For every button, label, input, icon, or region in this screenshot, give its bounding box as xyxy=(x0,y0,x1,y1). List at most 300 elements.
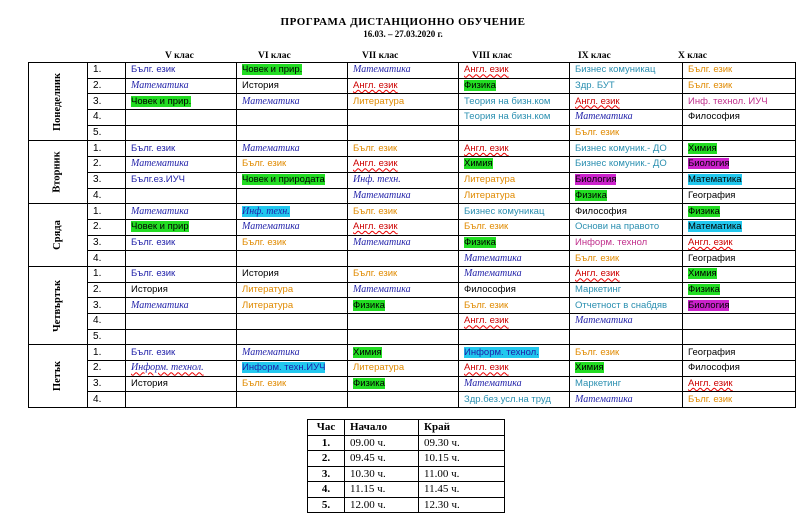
subject-label: Информ. технол. xyxy=(464,346,539,358)
subject-label: Маркетинг xyxy=(575,378,622,390)
subject-cell xyxy=(570,376,683,392)
subject-label: Биология xyxy=(688,299,730,311)
subject-cell xyxy=(570,266,683,282)
subject-label: История xyxy=(131,283,168,295)
subject-cell xyxy=(348,298,459,314)
subject-cell xyxy=(570,282,683,298)
subject-label: Математика xyxy=(464,252,522,264)
period-number: 4. xyxy=(88,392,126,408)
schedule-row xyxy=(29,94,796,110)
subject-cell xyxy=(126,376,237,392)
subject-cell xyxy=(683,235,796,251)
period-number: 2. xyxy=(88,282,126,298)
subject-cell xyxy=(348,235,459,251)
subject-cell xyxy=(570,298,683,314)
day-cell xyxy=(29,204,88,267)
subject-cell xyxy=(126,392,237,408)
subject-cell xyxy=(683,219,796,235)
column-header: IX клас xyxy=(578,51,611,61)
period-number: 3. xyxy=(88,235,126,251)
subject-cell xyxy=(683,172,796,188)
schedule-row xyxy=(29,157,796,173)
period-number: 1. xyxy=(88,345,126,361)
column-header: V клас xyxy=(165,51,194,61)
subject-label: Маркетинг xyxy=(575,283,622,295)
subject-label: Физика xyxy=(353,299,385,311)
subject-label: Биология xyxy=(575,174,617,186)
subject-label: Химия xyxy=(464,158,493,170)
subject-cell xyxy=(348,345,459,361)
subject-cell xyxy=(683,141,796,157)
subject-label: Литература xyxy=(353,362,405,374)
times-header-row xyxy=(308,420,505,436)
subject-label: Англ. език xyxy=(464,362,509,374)
subject-cell xyxy=(459,376,570,392)
subject-label: Англ. език xyxy=(353,80,398,92)
times-header: Край xyxy=(419,420,505,436)
period-number: 3. xyxy=(88,376,126,392)
subject-cell xyxy=(348,188,459,204)
subject-label: Физика xyxy=(353,378,385,390)
subject-cell xyxy=(237,78,348,94)
period-number: 3. xyxy=(88,94,126,110)
schedule-row xyxy=(29,125,796,141)
column-header: VII клас xyxy=(362,51,399,61)
times-header: Час xyxy=(308,420,345,436)
subject-cell xyxy=(237,361,348,377)
times-row xyxy=(308,466,505,482)
subject-cell xyxy=(237,188,348,204)
times-header: Начало xyxy=(345,420,419,436)
period-number: 3. xyxy=(308,466,345,482)
subject-label: Математика xyxy=(131,158,189,170)
period-number: 5. xyxy=(308,497,345,513)
subject-cell xyxy=(570,345,683,361)
subject-label: Теория на бизн.ком xyxy=(464,111,551,123)
subject-cell xyxy=(237,219,348,235)
subject-cell xyxy=(126,345,237,361)
subject-cell xyxy=(459,204,570,220)
subject-label: Физика xyxy=(688,205,720,217)
subject-label: Англ. език xyxy=(464,142,509,154)
subject-cell xyxy=(459,188,570,204)
subject-label: Бълг. език xyxy=(575,127,620,139)
subject-cell xyxy=(683,329,796,345)
schedule-row xyxy=(29,376,796,392)
subject-cell xyxy=(126,157,237,173)
period-number: 4. xyxy=(88,110,126,126)
subject-label: Химия xyxy=(575,362,604,374)
subject-cell xyxy=(126,141,237,157)
schedule-table xyxy=(28,62,796,408)
subject-cell xyxy=(348,63,459,79)
subject-cell xyxy=(459,329,570,345)
schedule-row xyxy=(29,329,796,345)
subject-label: Математика xyxy=(575,111,633,123)
subject-label: Математика xyxy=(688,174,742,186)
subject-cell xyxy=(570,188,683,204)
subject-cell xyxy=(459,78,570,94)
column-header: VIII клас xyxy=(472,51,513,61)
period-number: 4. xyxy=(88,251,126,267)
subject-cell xyxy=(683,110,796,126)
subject-label: Инф. техн. xyxy=(242,205,290,217)
subject-cell xyxy=(126,172,237,188)
subject-cell xyxy=(237,282,348,298)
subject-cell xyxy=(348,204,459,220)
subject-cell xyxy=(348,78,459,94)
subject-label: Математика xyxy=(688,221,742,233)
end-time: 10.15 ч. xyxy=(419,451,505,467)
column-header: X клас xyxy=(678,51,708,61)
subject-label: Математика xyxy=(353,236,411,248)
subject-cell xyxy=(683,94,796,110)
times-row xyxy=(308,482,505,498)
period-number: 2. xyxy=(308,451,345,467)
schedule-row xyxy=(29,392,796,408)
subject-label: Англ. език xyxy=(688,236,733,248)
subject-cell xyxy=(683,204,796,220)
subject-cell xyxy=(570,78,683,94)
period-number: 2. xyxy=(88,219,126,235)
subject-label: Инф. техн. xyxy=(353,174,401,186)
schedule-row xyxy=(29,361,796,377)
subject-cell xyxy=(459,94,570,110)
subject-label: Човек и прир. xyxy=(242,64,303,76)
subject-label: Бълг. език xyxy=(242,158,287,170)
subject-cell xyxy=(459,345,570,361)
subject-cell xyxy=(683,392,796,408)
subject-label: Философия xyxy=(575,205,627,217)
subject-cell xyxy=(459,172,570,188)
subject-label: Информ. технол. xyxy=(131,362,204,374)
subject-label: Бълг. език xyxy=(242,378,287,390)
period-number: 1. xyxy=(308,435,345,451)
times-row xyxy=(308,435,505,451)
times-row xyxy=(308,451,505,467)
subject-cell xyxy=(237,376,348,392)
times-row xyxy=(308,497,505,513)
subject-cell xyxy=(348,141,459,157)
day-label: Сряда xyxy=(52,220,64,250)
period-number: 1. xyxy=(88,141,126,157)
period-number: 5. xyxy=(88,329,126,345)
start-time: 09.45 ч. xyxy=(345,451,419,467)
subject-label: Бълг. език xyxy=(242,236,287,248)
subject-cell xyxy=(683,314,796,330)
schedule-row xyxy=(29,141,796,157)
end-time: 11.00 ч. xyxy=(419,466,505,482)
subject-label: Математика xyxy=(353,64,411,76)
subject-cell xyxy=(348,94,459,110)
subject-cell xyxy=(237,345,348,361)
subject-cell xyxy=(237,110,348,126)
subject-cell xyxy=(348,172,459,188)
end-time: 11.45 ч. xyxy=(419,482,505,498)
subject-label: Литература xyxy=(242,283,294,295)
end-time: 12.30 ч. xyxy=(419,497,505,513)
subject-label: Бълг. език xyxy=(464,221,509,233)
subject-cell xyxy=(126,110,237,126)
subject-label: Информ. технол xyxy=(575,236,648,248)
subject-cell xyxy=(126,219,237,235)
subject-label: Математика xyxy=(464,378,522,390)
subject-label: Математика xyxy=(242,142,300,154)
subject-label: Математика xyxy=(353,283,411,295)
subject-label: Математика xyxy=(131,205,189,217)
subject-cell xyxy=(683,361,796,377)
subject-cell xyxy=(570,314,683,330)
subject-cell xyxy=(570,125,683,141)
subject-cell xyxy=(126,266,237,282)
schedule-row xyxy=(29,219,796,235)
subject-label: Физика xyxy=(575,189,607,201)
subject-label: Бълг. език xyxy=(688,80,733,92)
subject-label: Философия xyxy=(688,362,740,374)
subject-label: Бълг. език xyxy=(131,236,176,248)
subject-label: География xyxy=(688,189,736,201)
subject-cell xyxy=(237,157,348,173)
subject-label: Математика xyxy=(242,95,300,107)
subject-cell xyxy=(683,345,796,361)
subject-cell xyxy=(237,314,348,330)
subject-cell xyxy=(126,125,237,141)
subject-label: Инф. технол. ИУЧ xyxy=(688,95,768,107)
subject-cell xyxy=(237,329,348,345)
subject-cell xyxy=(570,219,683,235)
subject-cell xyxy=(126,298,237,314)
day-cell xyxy=(29,266,88,344)
subject-label: Англ. език xyxy=(464,315,509,327)
subject-label: Литература xyxy=(353,95,405,107)
period-number: 1. xyxy=(88,266,126,282)
subject-label: Химия xyxy=(353,346,382,358)
subject-label: Бизнес комуник.- ДО xyxy=(575,142,667,154)
subject-cell xyxy=(348,361,459,377)
subject-cell xyxy=(570,251,683,267)
subject-cell xyxy=(348,110,459,126)
subject-cell xyxy=(683,188,796,204)
schedule-row xyxy=(29,188,796,204)
period-number: 3. xyxy=(88,298,126,314)
subject-label: Бизнес комуникац xyxy=(464,205,545,217)
subject-label: Философия xyxy=(688,111,740,123)
start-time: 09.00 ч. xyxy=(345,435,419,451)
subject-cell xyxy=(126,63,237,79)
schedule-row xyxy=(29,235,796,251)
subject-label: История xyxy=(242,268,279,280)
period-number: 5. xyxy=(88,125,126,141)
subject-cell xyxy=(348,157,459,173)
subject-cell xyxy=(348,251,459,267)
subject-cell xyxy=(570,235,683,251)
subject-cell xyxy=(237,94,348,110)
subject-cell xyxy=(126,251,237,267)
period-number: 4. xyxy=(88,188,126,204)
subject-label: Бълг. език xyxy=(464,299,509,311)
day-label: Понеделник xyxy=(52,72,64,131)
subject-label: Математика xyxy=(353,189,411,201)
subject-cell xyxy=(570,361,683,377)
subject-label: Отчетност в снабдяв xyxy=(575,299,668,311)
subject-cell xyxy=(126,361,237,377)
subject-label: География xyxy=(688,252,736,264)
schedule-row xyxy=(29,204,796,220)
period-number: 4. xyxy=(88,314,126,330)
subject-cell xyxy=(683,125,796,141)
subject-label: Основи на правото xyxy=(575,221,660,233)
subject-label: Физика xyxy=(464,80,496,92)
subject-cell xyxy=(237,141,348,157)
subject-cell xyxy=(348,282,459,298)
subject-cell xyxy=(237,172,348,188)
schedule-row xyxy=(29,298,796,314)
period-number: 2. xyxy=(88,361,126,377)
subject-label: Математика xyxy=(242,346,300,358)
subject-label: Бизнес комуникац xyxy=(575,64,656,76)
period-number: 2. xyxy=(88,78,126,94)
subject-cell xyxy=(348,219,459,235)
subject-cell xyxy=(237,251,348,267)
subject-cell xyxy=(570,110,683,126)
subject-cell xyxy=(126,188,237,204)
subject-label: Химия xyxy=(688,268,717,280)
schedule-row xyxy=(29,345,796,361)
subject-label: Математика xyxy=(131,299,189,311)
subject-label: Литература xyxy=(464,174,516,186)
schedule-row xyxy=(29,78,796,94)
start-time: 12.00 ч. xyxy=(345,497,419,513)
period-number: 3. xyxy=(88,172,126,188)
subject-cell xyxy=(459,125,570,141)
subject-cell xyxy=(126,235,237,251)
schedule-row xyxy=(29,63,796,79)
subject-cell xyxy=(237,235,348,251)
end-time: 09.30 ч. xyxy=(419,435,505,451)
subject-cell xyxy=(570,392,683,408)
subject-cell xyxy=(459,141,570,157)
subject-label: Бълг. език xyxy=(353,268,398,280)
subject-label: Здр.без.усл.на труд xyxy=(464,393,551,405)
day-cell xyxy=(29,141,88,204)
subject-label: Бълг. език xyxy=(353,142,398,154)
subject-label: Информ. техн.ИУЧ xyxy=(242,362,326,374)
subject-label: Англ. език xyxy=(353,221,398,233)
subject-cell xyxy=(459,266,570,282)
subject-label: Математика xyxy=(575,315,633,327)
subject-label: История xyxy=(242,80,279,92)
schedule-row xyxy=(29,314,796,330)
subject-cell xyxy=(348,266,459,282)
subject-cell xyxy=(459,392,570,408)
subject-cell xyxy=(570,329,683,345)
subject-cell xyxy=(459,298,570,314)
subject-cell xyxy=(683,282,796,298)
subject-cell xyxy=(683,63,796,79)
schedule-row xyxy=(29,110,796,126)
subject-label: Англ. език xyxy=(688,378,733,390)
subject-label: Човек и природата xyxy=(242,174,325,186)
subject-cell xyxy=(237,204,348,220)
subject-cell xyxy=(237,63,348,79)
subject-label: Англ. език xyxy=(575,95,620,107)
subject-label: Бълг. език xyxy=(131,268,176,280)
subject-cell xyxy=(459,282,570,298)
subject-cell xyxy=(683,157,796,173)
day-label: Петък xyxy=(52,361,64,392)
subject-cell xyxy=(348,125,459,141)
subject-cell xyxy=(570,63,683,79)
subject-cell xyxy=(570,141,683,157)
subject-label: Литература xyxy=(464,189,516,201)
schedule-row xyxy=(29,251,796,267)
subject-cell xyxy=(348,376,459,392)
subject-label: Математика xyxy=(464,268,522,280)
subject-label: Бълг. език xyxy=(688,393,733,405)
subject-label: Литература xyxy=(242,299,294,311)
subject-label: Бълг.ез.ИУЧ xyxy=(131,174,185,186)
subject-cell xyxy=(126,78,237,94)
subject-label: Физика xyxy=(464,236,496,248)
subject-cell xyxy=(459,110,570,126)
subject-label: Бизнес комуник.- ДО xyxy=(575,158,667,170)
subject-cell xyxy=(237,125,348,141)
subject-cell xyxy=(683,266,796,282)
subject-label: Бълг. език xyxy=(131,64,176,76)
period-number: 4. xyxy=(308,482,345,498)
column-header: VI клас xyxy=(258,51,291,61)
period-number: 1. xyxy=(88,63,126,79)
subject-cell xyxy=(683,251,796,267)
subject-label: Бълг. език xyxy=(131,346,176,358)
subject-cell xyxy=(126,204,237,220)
subject-cell xyxy=(570,172,683,188)
subject-label: География xyxy=(688,346,736,358)
day-cell xyxy=(29,63,88,141)
subject-label: Англ. език xyxy=(353,158,398,170)
subject-cell xyxy=(126,282,237,298)
subject-label: Биология xyxy=(688,158,730,170)
subject-cell xyxy=(570,94,683,110)
period-number: 2. xyxy=(88,157,126,173)
subject-label: Химия xyxy=(688,142,717,154)
subject-label: Философия xyxy=(464,283,516,295)
day-label: Четвъртък xyxy=(52,279,63,332)
subject-label: Англ. език xyxy=(575,268,620,280)
subject-label: Човек и прир. xyxy=(131,95,192,107)
subject-label: Бълг. език xyxy=(353,205,398,217)
day-label: Вторник xyxy=(52,151,64,193)
subject-label: Човек и прир xyxy=(131,221,189,233)
subject-cell xyxy=(570,157,683,173)
subject-cell xyxy=(126,314,237,330)
schedule-row xyxy=(29,266,796,282)
start-time: 11.15 ч. xyxy=(345,482,419,498)
page-title: ПРОГРАМА ДИСТАНЦИОННО ОБУЧЕНИЕ xyxy=(280,16,526,28)
schedule-row xyxy=(29,282,796,298)
subject-label: Здр. БУТ xyxy=(575,80,615,92)
subject-cell xyxy=(570,204,683,220)
subject-label: История xyxy=(131,378,168,390)
subject-cell xyxy=(459,63,570,79)
subject-label: Бълг. език xyxy=(688,64,733,76)
subject-label: Теория на бизн.ком xyxy=(464,95,551,107)
schedule-row xyxy=(29,172,796,188)
bell-times-table xyxy=(307,419,505,513)
subject-label: Англ. език xyxy=(464,64,509,76)
subject-cell xyxy=(459,314,570,330)
subject-label: Бълг. език xyxy=(575,252,620,264)
